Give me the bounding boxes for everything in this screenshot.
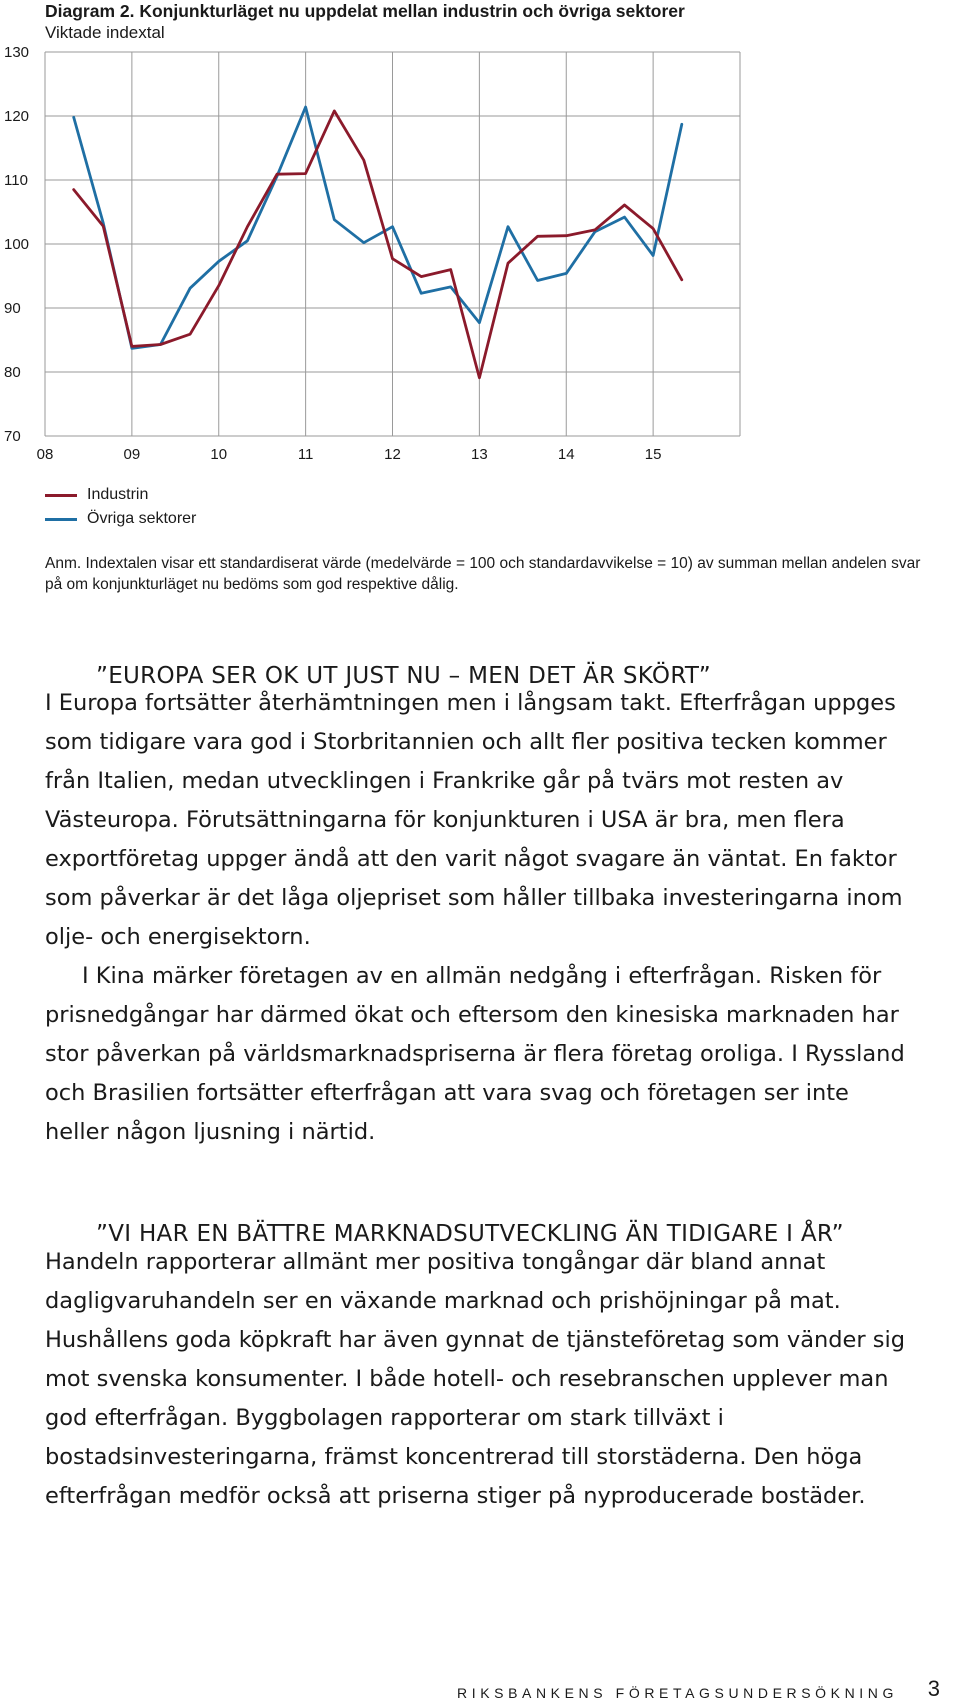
chart-grid [45, 52, 740, 436]
chart-tick-labels [4, 44, 661, 463]
x-tick-label: 12 [384, 446, 401, 463]
series-line-ovriga-sektorer [74, 107, 682, 348]
x-tick-label: 14 [557, 446, 575, 463]
line-chart [0, 0, 960, 470]
y-tick-label: 100 [4, 236, 30, 253]
x-tick-label: 09 [123, 446, 141, 463]
y-tick-label: 110 [4, 172, 28, 189]
legend-label-ovriga: Övriga sektorer [87, 510, 197, 527]
paragraph: Handeln rapporterar allmänt mer positiva tongångar där bland annat dagligvaruhandeln ser en växande marknad och prishöjningar på mat. Hushållens goda köpkraft har även gynnat de tjänsteföretag som vänder sig mot svenska konsumenter. I både hotell- och resebranschen upplever man god efterfrågan. Byggbolagen rapporterar om stark tillväxt i bostadsinvesteringarna, främst koncentrerad till storstäderna. Den höga efterfrågan medför också att priserna stiger på nyproducerade bostäder. [45, 1249, 906, 1509]
paragraph: I Europa fortsätter återhämtningen men i långsam takt. Efterfrågan uppges som tidigare vara god i Storbritannien och allt fler positiva tecken kommer från Italien, medan utvecklingen i Frankrike går på tvärs mot resten av Västeuropa. Förutsättningarna för konjunkturen i USA är bra, men flera exportföretag uppger ändå att den varit något svagare än väntat. En faktor som påverkar är det låga oljepriset som håller tillbaka investeringarna inom olje- och energisektorn. [45, 690, 903, 950]
y-tick-label: 80 [4, 364, 21, 381]
paragraph: I Kina märker företagen av en allmän nedgång i efterfrågan. Risken för prisnedgångar har därmed ökat och eftersom den kinesiska marknaden har stor påverkan på världsmarknadspriserna är flera företag oroliga. I Ryssland och Brasilien fortsätter efterfrågan att vara svag och företagen ser inte heller någon ljusning i närtid. [45, 963, 905, 1145]
x-tick-label: 13 [471, 446, 488, 463]
y-tick-label: 130 [4, 44, 30, 61]
legend-label-industrin: Industrin [87, 486, 149, 503]
chart-title: Diagram 2. Konjunkturläget nu uppdelat mellan industrin och övriga sektorer [45, 1, 685, 21]
y-tick-label: 120 [4, 108, 30, 125]
page-number: 3 [927, 1676, 940, 1701]
chart-note: Anm. Indextalen visar ett standardiserat värde (medelvärde = 100 och standardavvikelse = 10) av summan mellan andelen svar på om konjunkturläget nu bedöms som god respektive dålig. [45, 555, 921, 593]
chart-subtitle: Viktade indextal [45, 23, 165, 42]
legend-swatch-ovriga [45, 518, 77, 521]
footer-publication-name: RIKSBANKENS FÖRETAGSUNDERSÖKNING [457, 1685, 898, 1701]
x-tick-label: 08 [36, 446, 54, 463]
x-tick-label: 15 [644, 446, 662, 463]
x-tick-label: 11 [297, 446, 314, 463]
legend-swatch-industrin [45, 494, 77, 497]
section-body-europa [45, 684, 915, 1152]
y-tick-label: 70 [4, 428, 21, 445]
section-heading-marknad: ”VI HAR EN BÄTTRE MARKNADSUTVECKLING ÄN TIDIGARE I ÅR” [96, 1221, 844, 1248]
x-tick-label: 10 [210, 446, 228, 463]
section-body-marknad [45, 1243, 915, 1516]
y-tick-label: 90 [4, 300, 21, 317]
chart-series [74, 107, 682, 378]
section-heading-europa: ”EUROPA SER OK UT JUST NU – MEN DET ÄR SKÖRT” [96, 663, 711, 690]
